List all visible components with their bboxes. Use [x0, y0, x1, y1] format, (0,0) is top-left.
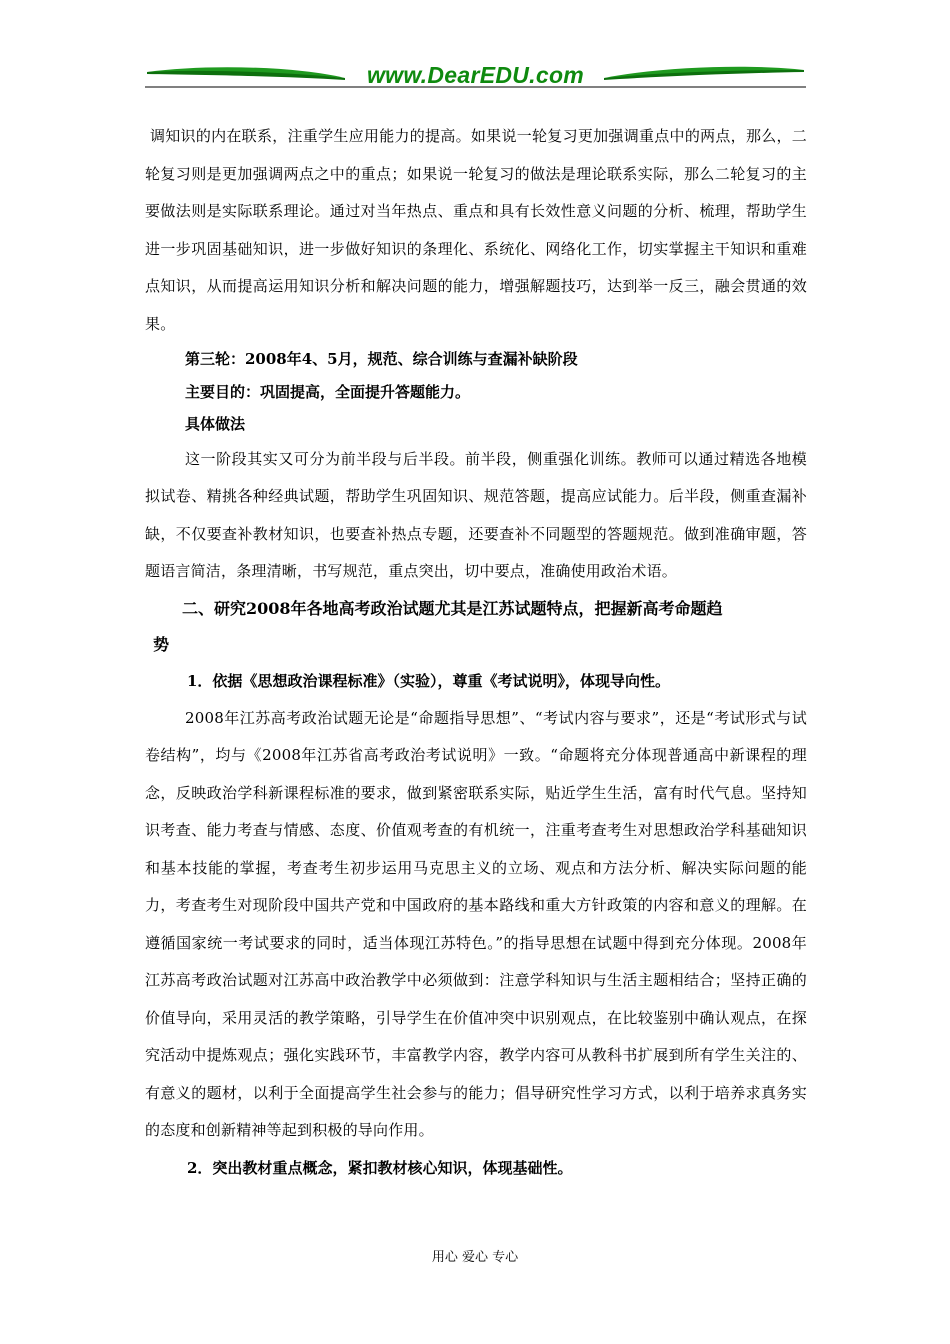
section-2-heading-line1: 二、研究2008年各地高考政治试题尤其是江苏试题特点，把握新高考命题趋 — [182, 598, 723, 618]
paragraph-round2-continued: 调知识的内在联系，注重学生应用能力的提高。如果说一轮复习更加强调重点中的两点，那么，二轮复习则是更加强调两点之中的重点；如果说一轮复习的做法是理论联系实际，那么二轮复习的主要做法则是实际联系理论。通过对当年热点、重点和具有长效性意义问题的分析、梳理，帮助学生进一步巩固基础知识，进一步做好知识的条理化、系统化、网络化工作，切实掌握主干知识和重难点知识，从而提高运用知识分析和解决问题的能力，增强解题技巧，达到举一反三，融会贯通的效果。 — [145, 127, 807, 333]
item-2-heading: 2．突出教材重点概念，紧扣教材核心知识，体现基础性。 — [187, 1158, 573, 1177]
section-2-heading-line2: 势 — [153, 634, 170, 654]
site-logo-text: www.DearEDU.com — [366, 62, 585, 88]
document-body — [145, 118, 807, 1187]
paragraph-item-1-detail: 2008年江苏高考政治试题无论是“命题指导思想”、“考试内容与要求”，还是“考试形式与试卷结构”，均与《2008年江苏省高考政治考试说明》一致。“命题将充分体现普通高中新课程的理念，反映政治学科新课程标准的要求，做到紧密联系实际，贴近学生生活，富有时代气息。坚持知识考查、能力考查与情感、态度、价值观考查的有机统一，注重考查考生对思想政治学科基础知识和基本技能的掌握，考查考生初步运用马克思主义的立场、观点和方法分析、解决实际问题的能力，考查考生对现阶段中国共产党和中国政府的基本路线和重大方针政策的内容和意义的理解。在遵循国家统一考试要求的同时，适当体现江苏特色。”的指导思想在试题中得到充分体现。2008年江苏高考政治试题对江苏高中政治教学中必须做到：注意学科知识与生活主题相结合；坚持正确的价值导向，采用灵活的教学策略，引导学生在价值冲突中识别观点，在比较鉴别中确认观点，在探究活动中提炼观点；强化实践环节，丰富教学内容，教学内容可从教科书扩展到所有学生关注的、有意义的题材，以利于全面提高学生社会参与的能力；倡导研究性学习方式，以利于培养求真务实的态度和创新精神等起到积极的导向作用。 — [145, 708, 807, 1139]
round3-method-label: 具体做法 — [185, 415, 246, 433]
round3-goal: 主要目的：巩固提高，全面提升答题能力。 — [185, 382, 471, 401]
page-footer: 用心 爱心 专心 — [431, 1250, 519, 1265]
round3-heading: 第三轮：2008年4、5月，规范、综合训练与查漏补缺阶段 — [185, 350, 578, 368]
paragraph-round3-detail: 这一阶段其实又可分为前半段与后半段。前半段，侧重强化训练。教师可以通过精选各地模拟试卷、精挑各种经典试题，帮助学生巩固知识、规范答题，提高应试能力。后半段，侧重查漏补缺，不仅要查补教材知识，也要查补热点专题，还要查补不同题型的答题规范。做到准确审题，答题语言简洁，条理清晰，书写规范，重点突出，切中要点，准确使用政治术语。 — [145, 449, 807, 580]
page-header — [145, 60, 806, 94]
item-1-heading: 1．依据《思想政治课程标准》（实验），尊重《考试说明》，体现导向性。 — [187, 671, 670, 690]
